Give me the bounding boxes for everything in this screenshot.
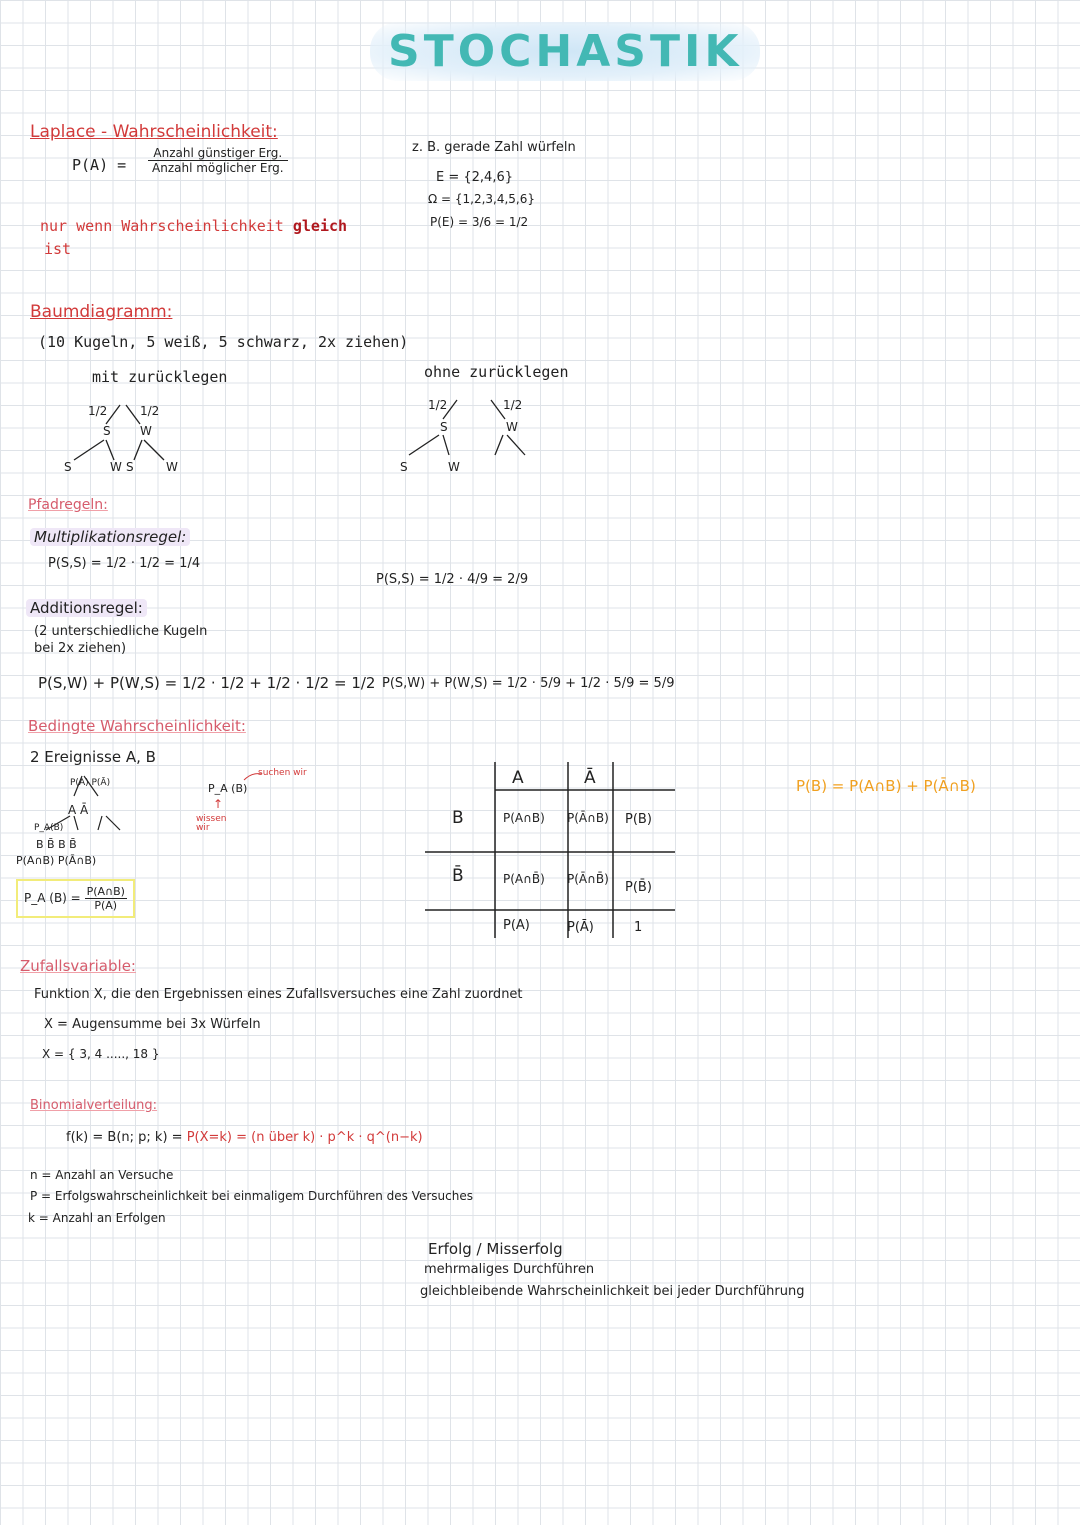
- add-heading: Additionsregel:: [26, 599, 147, 617]
- vt-col-abar: Ā: [584, 768, 596, 788]
- laplace-note-4: ist: [44, 240, 72, 258]
- mult-left: P(S,S) = 1/2 · 1/2 = 1/4: [48, 556, 201, 571]
- laplace-note-1: nur wenn: [40, 217, 113, 235]
- vt-one: 1: [634, 920, 643, 935]
- vt-abarbbar: P(Ā∩B̄): [567, 872, 609, 886]
- binom-heading: Binomialverteilung:: [30, 1098, 158, 1113]
- mit-leaf-s1: S: [64, 460, 72, 474]
- total-probability: [796, 777, 976, 795]
- vt-row-bbar: B̄: [452, 866, 464, 886]
- baum-setup: (10 Kugeln, 5 weiß, 5 schwarz, 2x ziehen): [38, 333, 409, 351]
- pfad-heading: Pfadregeln:: [28, 497, 108, 513]
- pab-label: P_A (B): [208, 782, 248, 795]
- tree-edge: [74, 816, 78, 830]
- total-probability-text: P(B) = P(A∩B) + P(Ā∩B): [796, 777, 976, 795]
- laplace-example-head: z. B. gerade Zahl würfeln: [412, 140, 576, 155]
- tree-edge: [106, 816, 120, 830]
- add-note-1: (2 unterschiedliche Kugeln: [34, 624, 208, 639]
- bedingt-tree-bottom: P(A∩B) P(Ā∩B): [16, 854, 97, 867]
- tree-edge: [74, 440, 104, 460]
- ohne-leaf-w1: W: [448, 460, 460, 474]
- add-note-2: bei 2x ziehen): [34, 641, 127, 656]
- vt-row-b: B: [452, 808, 464, 828]
- mult-heading: Multiplikationsregel:: [30, 528, 190, 546]
- baum-mit-label: mit zurücklegen: [92, 368, 228, 386]
- laplace-lhs: P(A) =: [72, 156, 127, 174]
- zufall-def: Funktion X, die den Ergebnissen eines Zufallsversuches eine Zahl zuordnet: [34, 987, 523, 1002]
- laplace-fraction: [148, 146, 288, 175]
- bedingt-tree-mid: A Ā: [68, 803, 89, 817]
- tree-edge: [126, 405, 140, 424]
- bedingt-formula-frac: [85, 885, 127, 912]
- vierfelder-grid: [425, 760, 680, 940]
- page-title: STOCHASTIK: [370, 22, 760, 81]
- laplace-numerator: Anzahl günstiger Erg.: [148, 146, 288, 161]
- mit-leaf-w1: W: [110, 460, 122, 474]
- arrow-path: [244, 774, 262, 780]
- tree-edge: [106, 405, 120, 424]
- baum-ohne-label: ohne zurücklegen: [424, 363, 569, 381]
- laplace-heading: Laplace - Wahrscheinlichkeit:: [30, 122, 278, 142]
- binom-formula: [66, 1130, 423, 1145]
- ohne-leaf-s1: S: [400, 460, 408, 474]
- ohne-node-w: W: [506, 420, 518, 434]
- mit-prob-left: 1/2: [88, 404, 108, 418]
- vt-abbar: P(A∩B̄): [503, 872, 545, 886]
- binom-cond-3: gleichbleibende Wahrscheinlichkeit bei jeder Durchführung: [420, 1284, 805, 1299]
- vt-pbbar: P(B̄): [625, 880, 652, 895]
- bedingt-heading: Bedingte Wahrscheinlichkeit:: [28, 717, 246, 735]
- vt-pabar: P(Ā): [567, 920, 594, 935]
- suchen-label: suchen wir: [258, 768, 307, 778]
- vt-pb: P(B): [625, 812, 652, 827]
- binom-formula-2: P(X=k) = (n über k) · p^k · q^(n−k): [186, 1130, 423, 1145]
- tree-edge: [98, 816, 102, 830]
- vt-pa: P(A): [503, 918, 530, 933]
- tree-edge: [144, 440, 164, 460]
- binom-k: k = Anzahl an Erfolgen: [28, 1211, 166, 1225]
- mult-right: P(S,S) = 1/2 · 4/9 = 2/9: [376, 572, 529, 587]
- laplace-note-2: Wahrscheinlichkeit: [121, 217, 284, 235]
- laplace-example-e: E = {2,4,6}: [436, 170, 513, 185]
- laplace-example-omega: Ω = {1,2,3,4,5,6}: [428, 192, 536, 206]
- binom-formula-1: f(k) = B(n; p; k) =: [66, 1130, 183, 1145]
- zufall-heading: Zufallsvariable:: [20, 957, 136, 975]
- vt-col-a: A: [512, 768, 524, 788]
- mit-node-s: S: [103, 424, 111, 438]
- laplace-note: [40, 217, 347, 235]
- mit-prob-right: 1/2: [140, 404, 160, 418]
- tree-edge: [495, 435, 503, 455]
- tree-edge: [507, 435, 525, 455]
- binom-cond-2: mehrmaliges Durchführen: [424, 1262, 595, 1277]
- bedingt-formula-num: P(A∩B): [86, 885, 125, 898]
- bedingt-tree-leaves: B B̄ B B̄: [36, 838, 77, 851]
- tree-edge: [443, 435, 449, 455]
- bedingt-formula-den: P(A): [94, 899, 118, 912]
- binom-p: P = Erfolgswahrscheinlichkeit bei einmaligem Durchführen des Versuches: [30, 1189, 473, 1203]
- laplace-example-p: P(E) = 3/6 = 1/2: [430, 215, 529, 229]
- bedingt-tree-pb: P_A(B): [34, 823, 64, 833]
- bedingt-events: 2 Ereignisse A, B: [30, 748, 156, 766]
- tree-edge: [106, 440, 114, 460]
- ohne-node-s: S: [440, 420, 448, 434]
- laplace-denominator: Anzahl möglicher Erg.: [152, 161, 284, 175]
- laplace-note-3: gleich: [292, 217, 348, 235]
- bedingt-tree-top: P(A) P(Ā): [70, 778, 111, 788]
- ohne-prob-right: 1/2: [503, 398, 523, 412]
- ohne-prob-left: 1/2: [428, 398, 448, 412]
- add-right: P(S,W) + P(W,S) = 1/2 · 5/9 + 1/2 · 5/9 = 5/9: [382, 676, 675, 691]
- zufall-ex-2: X = { 3, 4 ....., 18 }: [42, 1047, 160, 1061]
- vt-ab: P(A∩B): [503, 811, 545, 825]
- zufall-ex-1: X = Augensumme bei 3x Würfeln: [44, 1017, 261, 1032]
- binom-cond-1: Erfolg / Misserfolg: [428, 1240, 563, 1258]
- mit-leaf-s2: S: [126, 460, 134, 474]
- binom-n: n = Anzahl an Versuche: [30, 1168, 174, 1182]
- wissen-label: wissen wir: [196, 814, 227, 833]
- baum-tree-ohne: [395, 395, 545, 475]
- bedingt-formula-lhs: P_A (B) =: [24, 891, 81, 905]
- mit-leaf-w2: W: [166, 460, 178, 474]
- vt-abarb: P(Ā∩B): [567, 811, 609, 825]
- baum-heading: Baumdiagramm:: [30, 302, 173, 322]
- tree-edge: [409, 435, 439, 455]
- add-left: P(S,W) + P(W,S) = 1/2 · 1/2 + 1/2 · 1/2 = 1/2: [38, 674, 376, 692]
- mit-node-w: W: [140, 424, 152, 438]
- bedingt-formula: [16, 879, 135, 918]
- wissen-arrow-icon: ↑: [213, 797, 224, 811]
- tree-edge: [134, 440, 142, 460]
